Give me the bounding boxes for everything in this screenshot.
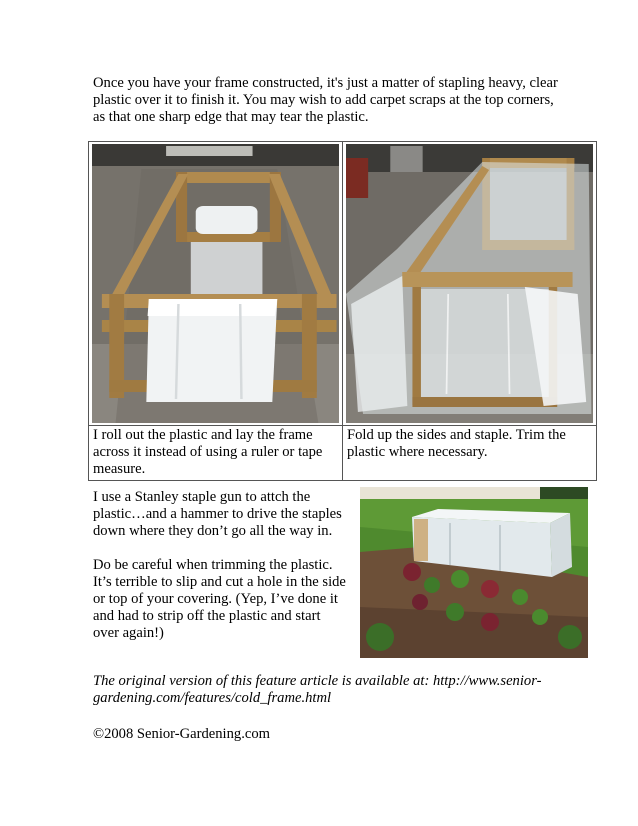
caption-1: I roll out the plastic and lay the frame across it instead of using a ruler or tape measure.: [89, 426, 343, 481]
body-text: [93, 489, 348, 659]
photo-frame-on-plastic: [92, 144, 339, 423]
intro-paragraph: Once you have your frame constructed, it's just a matter of stapling heavy, clear plastic over it to finish it. You may wish to add carpet scraps at the top corners, as that one sharp edge that may tear the plastic.: [93, 75, 558, 125]
photo-finished-cold-frame: [360, 487, 588, 658]
photo-cell-1: [89, 142, 343, 426]
caption-2: Fold up the sides and staple. Trim the plastic where necessary.: [343, 426, 597, 481]
photo-table: [88, 141, 597, 481]
photo-cell-2: [343, 142, 597, 426]
copyright: ©2008 Senior-Gardening.com: [93, 726, 270, 742]
photo-plastic-stapled: [346, 144, 593, 423]
original-article-note: The original version of this feature article is available at: http://www.senior-gardening.com/features/cold_frame.html: [93, 673, 542, 706]
body-paragraph-2: Do be careful when trimming the plastic. It’s terrible to slip and cut a hole in the side or top of your covering. (Yep, I’ve done it and had to strip off the plastic and start over again!): [93, 557, 346, 641]
body-paragraph-1: I use a Stanley staple gun to attch the plastic…and a hammer to drive the staples down where they don’t go all the way in.: [93, 489, 342, 539]
